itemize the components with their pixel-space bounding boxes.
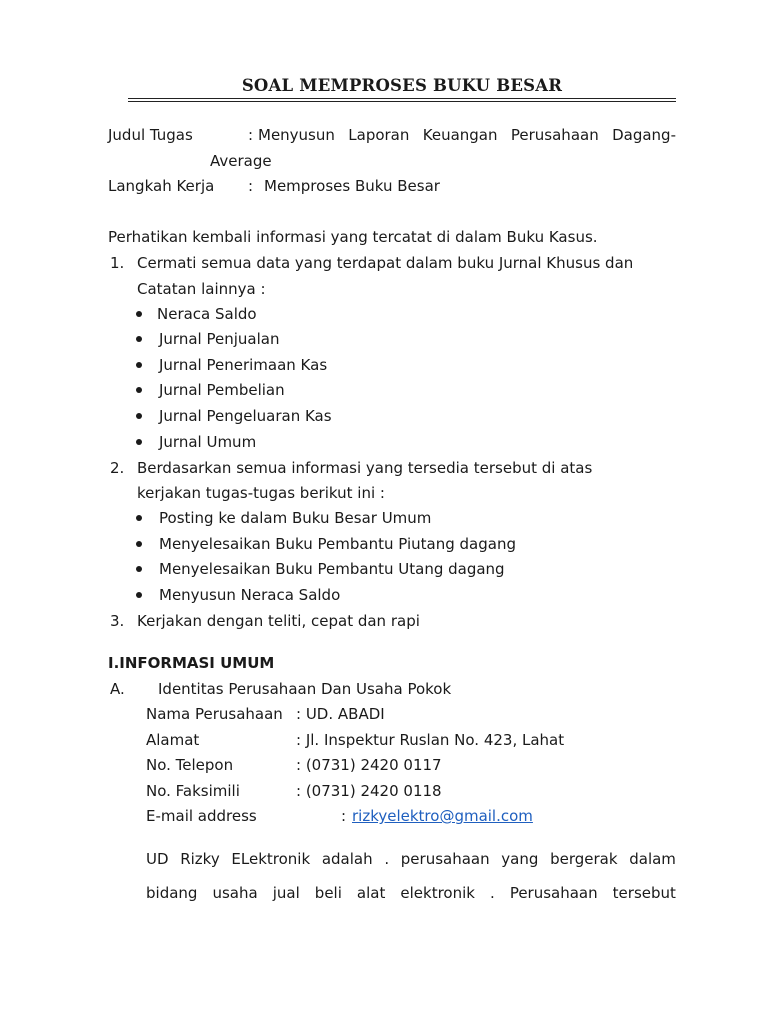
judul-word: Keuangan: [422, 126, 498, 144]
list-item-number: 1.: [110, 254, 125, 272]
bullet-icon: [136, 362, 142, 368]
bullet-icon: [136, 541, 142, 547]
field-email-colon: :: [341, 807, 347, 825]
subsection-letter: A.: [110, 680, 125, 698]
list-item-number: 2.: [110, 459, 125, 477]
bullet-icon: [136, 387, 142, 393]
bullet-icon: [136, 566, 142, 572]
bullet-item: Jurnal Penjualan: [159, 330, 280, 348]
para-word: beli: [314, 884, 342, 902]
para-word: jual: [272, 884, 300, 902]
list-item-text-cont: Catatan lainnya :: [137, 280, 266, 298]
para-word: tersebut: [612, 884, 676, 902]
judul-word: Perusahaan: [510, 126, 599, 144]
para-word: dalam: [629, 850, 676, 868]
field-label-faksimili: No. Faksimili: [146, 782, 240, 800]
bullet-item: Neraca Saldo: [157, 305, 257, 323]
paragraph-line-2: [146, 883, 676, 903]
bullet-item: Jurnal Penerimaan Kas: [159, 356, 328, 374]
field-value-telepon: : (0731) 2420 0117: [296, 756, 442, 774]
field-value-alamat: : Jl. Inspektur Ruslan No. 423, Lahat: [296, 731, 565, 749]
paragraph-line-1: [146, 849, 676, 869]
judul-word: Menyusun: [258, 126, 335, 144]
judul-word: Laporan: [348, 126, 410, 144]
email-link[interactable]: rizkyelektro@gmail.com: [352, 807, 533, 825]
bullet-item: Jurnal Umum: [159, 433, 257, 451]
field-label-telepon: No. Telepon: [146, 756, 234, 774]
bullet-icon: [136, 311, 142, 317]
field-value-nama-perusahaan: : UD. ABADI: [296, 705, 385, 723]
para-word: Perusahaan: [509, 884, 598, 902]
judul-tugas-value-line1: [258, 125, 676, 145]
para-word: usaha: [212, 884, 258, 902]
list-item-text: Kerjakan dengan teliti, cepat dan rapi: [137, 612, 420, 630]
field-value-faksimili: : (0731) 2420 0118: [296, 782, 442, 800]
judul-tugas-colon: :: [248, 126, 254, 144]
bullet-item: Jurnal Pengeluaran Kas: [159, 407, 332, 425]
para-word: UD: [146, 850, 169, 868]
bullet-item: Posting ke dalam Buku Besar Umum: [159, 509, 432, 527]
intro-text: Perhatikan kembali informasi yang tercatat di dalam Buku Kasus.: [108, 228, 598, 246]
bullet-item: Menyelesaikan Buku Pembantu Utang dagang: [159, 560, 505, 578]
field-label-email: E-mail address: [146, 807, 257, 825]
bullet-icon: [136, 592, 142, 598]
field-label-alamat: Alamat: [146, 731, 200, 749]
list-item-text: Cermati semua data yang terdapat dalam buku Jurnal Khusus dan: [137, 254, 634, 272]
section-heading: I.INFORMASI UMUM: [108, 654, 275, 672]
bullet-item: Menyusun Neraca Saldo: [159, 586, 341, 604]
para-word: perusahaan: [400, 850, 490, 868]
bullet-item: Menyelesaikan Buku Pembantu Piutang dagang: [159, 535, 516, 553]
langkah-kerja-value: Memproses Buku Besar: [264, 177, 440, 195]
judul-tugas-label: Judul Tugas: [108, 126, 193, 144]
judul-tugas-value-line2: Average: [210, 152, 272, 170]
bullet-icon: [136, 413, 142, 419]
para-word: .: [384, 850, 390, 868]
para-word: bergerak: [550, 850, 618, 868]
list-item-text-cont: kerjakan tugas-tugas berikut ini :: [137, 484, 385, 502]
subsection-title: Identitas Perusahaan Dan Usaha Pokok: [158, 680, 452, 698]
document-title: SOAL MEMPROSES BUKU BESAR: [241, 76, 563, 95]
para-word: adalah: [321, 850, 373, 868]
para-word: yang: [501, 850, 539, 868]
para-word: .: [490, 884, 495, 902]
para-word: Rizky: [180, 850, 220, 868]
title-underline-top: [128, 98, 676, 99]
judul-word: Dagang-: [612, 126, 676, 144]
bullet-item: Jurnal Pembelian: [159, 381, 285, 399]
bullet-icon: [136, 439, 142, 445]
list-item-number: 3.: [110, 612, 125, 630]
title-underline-bottom: [128, 101, 676, 102]
para-word: elektronik: [400, 884, 475, 902]
langkah-kerja-colon: :: [248, 177, 254, 195]
list-item-text: Berdasarkan semua informasi yang tersedia tersebut di atas: [137, 459, 593, 477]
para-word: bidang: [146, 884, 198, 902]
para-word: ELektronik: [231, 850, 311, 868]
bullet-icon: [136, 515, 142, 521]
langkah-kerja-label: Langkah Kerja: [108, 177, 215, 195]
bullet-icon: [136, 336, 142, 342]
para-word: alat: [356, 884, 386, 902]
field-label-nama-perusahaan: Nama Perusahaan: [146, 705, 283, 723]
